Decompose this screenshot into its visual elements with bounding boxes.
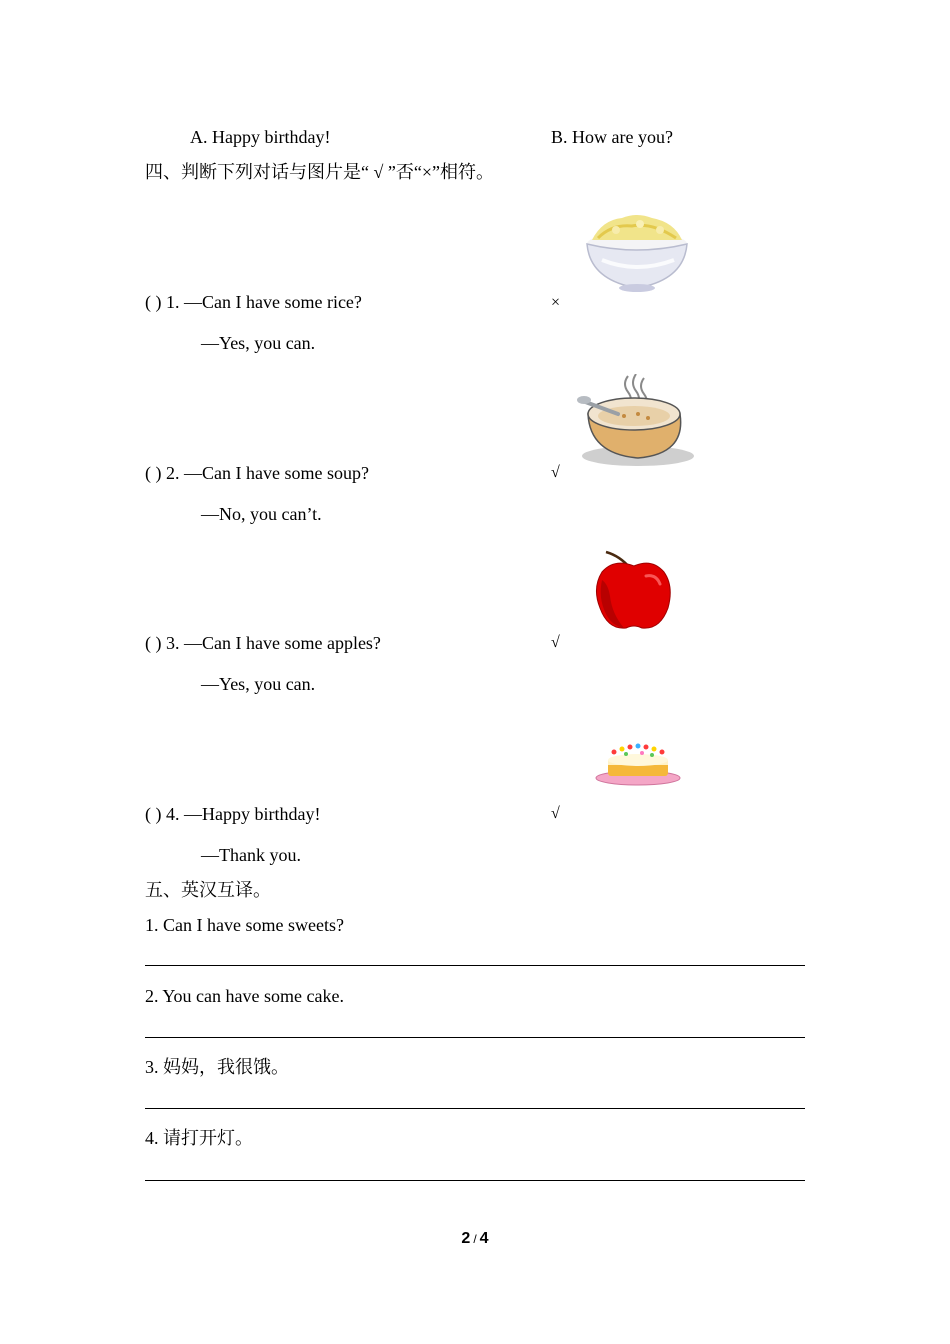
translate-item-1: 1. Can I have some sweets? <box>145 915 344 935</box>
page-number <box>0 1230 950 1248</box>
option-b: B. How are you? <box>551 127 673 147</box>
answer-line-4[interactable] <box>145 1180 805 1181</box>
item-2-answer: —No, you can’t. <box>201 504 322 524</box>
page-separator: / <box>473 1232 477 1246</box>
item-4-mark: √ <box>551 805 560 822</box>
option-a: A. Happy birthday! <box>190 127 331 147</box>
soup-bowl-image <box>576 374 696 470</box>
item-2-mark: √ <box>551 464 560 481</box>
item-1-answer: —Yes, you can. <box>201 333 316 353</box>
total-pages: 4 <box>479 1230 489 1247</box>
translate-item-4: 4. 请打开灯。 <box>145 1128 253 1148</box>
translate-item-3: 3. 妈妈，我很饿。 <box>145 1057 289 1077</box>
item-1-question: ( ) 1. —Can I have some rice? <box>145 292 362 312</box>
answer-line-1[interactable] <box>145 965 805 966</box>
item-3-question: ( ) 3. —Can I have some apples? <box>145 633 381 653</box>
current-page: 2 <box>461 1230 471 1247</box>
translate-item-2: 2. You can have some cake. <box>145 986 344 1006</box>
red-apple-image <box>594 550 674 634</box>
item-4-answer: —Thank you. <box>201 845 301 865</box>
item-1-mark: × <box>551 294 561 311</box>
item-3-mark: √ <box>551 634 560 651</box>
answer-line-3[interactable] <box>145 1108 805 1109</box>
section-5-heading: 五、英汉互译。 <box>145 880 271 900</box>
rice-bowl-image <box>582 210 692 292</box>
item-2-question: ( ) 2. —Can I have some soup? <box>145 463 369 483</box>
section-4-heading: 四、判断下列对话与图片是“ √ ”否“×”相符。 <box>145 162 494 182</box>
answer-line-2[interactable] <box>145 1037 805 1038</box>
item-4-question: ( ) 4. —Happy birthday! <box>145 804 321 824</box>
item-3-answer: —Yes, you can. <box>201 674 316 694</box>
birthday-cake-image <box>594 738 682 788</box>
